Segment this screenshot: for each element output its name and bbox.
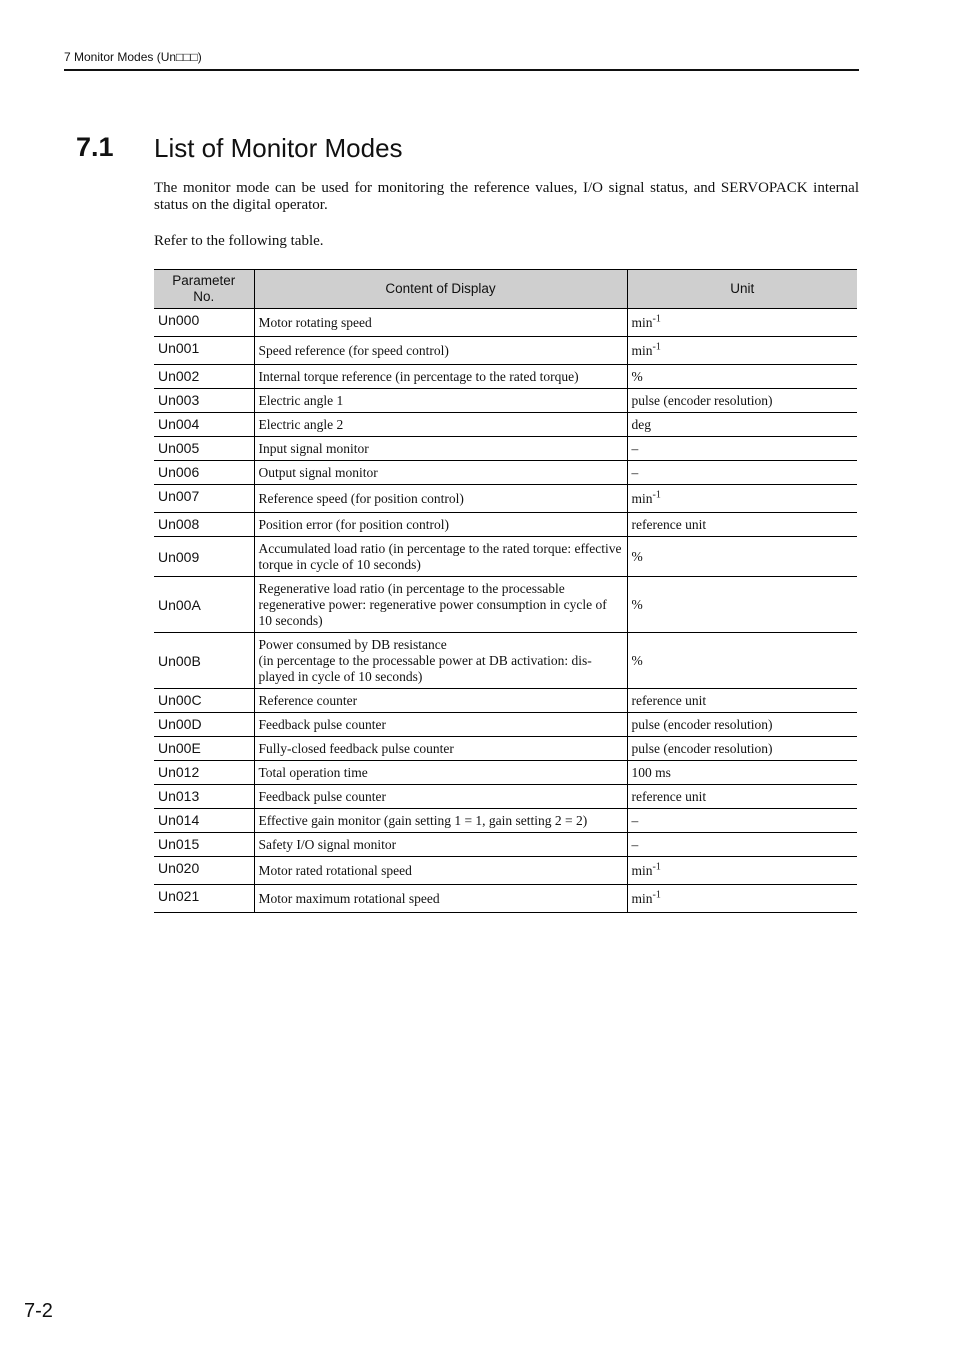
unit-exponent: -1 xyxy=(652,489,661,500)
parameter-no-cell: Un00D xyxy=(154,713,254,737)
section-title: List of Monitor Modes xyxy=(154,133,403,163)
unit-cell xyxy=(627,689,857,713)
table-row xyxy=(154,337,857,365)
table-row xyxy=(154,577,857,633)
parameter-no-cell: Un00E xyxy=(154,737,254,761)
unit-cell xyxy=(627,737,857,761)
content-cell: Motor rotating speed xyxy=(254,309,627,337)
unit-text: min xyxy=(631,490,653,506)
parameter-no-cell: Un020 xyxy=(154,857,254,885)
table-row xyxy=(154,513,857,537)
table-row xyxy=(154,537,857,577)
content-cell: Feedback pulse counter xyxy=(254,713,627,737)
table-reference-paragraph: Refer to the following table. xyxy=(154,233,324,249)
unit-text: pulse (encoder resolution) xyxy=(631,392,773,408)
unit-text: – xyxy=(631,464,639,480)
column-header-parameter-no: Parameter No. xyxy=(154,270,254,309)
running-header: 7 Monitor Modes (Un□□□) xyxy=(64,50,202,64)
table-row xyxy=(154,413,857,437)
parameter-no-cell: Un009 xyxy=(154,537,254,577)
unit-cell xyxy=(627,577,857,633)
unit-cell xyxy=(627,485,857,513)
table-row xyxy=(154,761,857,785)
unit-cell xyxy=(627,761,857,785)
parameter-no-cell: Un003 xyxy=(154,389,254,413)
table-row xyxy=(154,309,857,337)
content-cell: Effective gain monitor (gain setting 1 = 1, gain setting 2 = 2) xyxy=(254,809,627,833)
unit-exponent: -1 xyxy=(652,313,661,324)
content-cell: Internal torque reference (in percentage to the rated torque) xyxy=(254,365,627,389)
content-cell: Input signal monitor xyxy=(254,437,627,461)
unit-cell xyxy=(627,633,857,689)
parameter-no-cell: Un014 xyxy=(154,809,254,833)
table-row xyxy=(154,857,857,885)
parameter-no-cell: Un012 xyxy=(154,761,254,785)
unit-cell xyxy=(627,885,857,913)
content-cell: Safety I/O signal monitor xyxy=(254,833,627,857)
unit-text: min xyxy=(631,314,653,330)
content-cell: Reference speed (for position control) xyxy=(254,485,627,513)
table-header-row xyxy=(154,270,857,309)
unit-cell xyxy=(627,809,857,833)
parameter-no-cell: Un021 xyxy=(154,885,254,913)
content-cell: Motor rated rotational speed xyxy=(254,857,627,885)
unit-cell xyxy=(627,857,857,885)
column-header-content: Content of Display xyxy=(254,270,627,309)
parameter-no-cell: Un00C xyxy=(154,689,254,713)
unit-text: min xyxy=(631,890,653,906)
parameter-no-cell: Un015 xyxy=(154,833,254,857)
unit-cell xyxy=(627,713,857,737)
content-cell: Total operation time xyxy=(254,761,627,785)
content-cell: Regenerative load ratio (in percentage to the processable regenerative power: regenerative power consumption in cycle of 10 seconds) xyxy=(254,577,627,633)
header-rule xyxy=(64,69,859,71)
unit-exponent: -1 xyxy=(652,889,661,900)
table-row xyxy=(154,713,857,737)
content-cell: Output signal monitor xyxy=(254,461,627,485)
table-row xyxy=(154,833,857,857)
unit-cell xyxy=(627,833,857,857)
column-header-unit: Unit xyxy=(627,270,857,309)
table-row xyxy=(154,737,857,761)
table-row xyxy=(154,689,857,713)
unit-cell xyxy=(627,389,857,413)
content-cell: Feedback pulse counter xyxy=(254,785,627,809)
parameter-no-cell: Un004 xyxy=(154,413,254,437)
unit-text: reference unit xyxy=(631,788,707,804)
unit-text: 100 ms xyxy=(631,764,671,780)
content-cell: Reference counter xyxy=(254,689,627,713)
unit-text: % xyxy=(631,596,643,612)
section-number: 7.1 xyxy=(76,132,114,162)
parameter-no-cell: Un006 xyxy=(154,461,254,485)
parameter-no-cell: Un005 xyxy=(154,437,254,461)
table-row xyxy=(154,365,857,389)
unit-text: reference unit xyxy=(631,692,707,708)
parameter-no-cell: Un008 xyxy=(154,513,254,537)
unit-text: pulse (encoder resolution) xyxy=(631,740,773,756)
unit-cell xyxy=(627,461,857,485)
page-number: 7-2 xyxy=(24,1300,53,1322)
unit-cell xyxy=(627,337,857,365)
content-cell: Position error (for position control) xyxy=(254,513,627,537)
content-cell: Fully-closed feedback pulse counter xyxy=(254,737,627,761)
content-cell: Accumulated load ratio (in percentage to the rated torque: effective torque in cycle of 10 seconds) xyxy=(254,537,627,577)
table-row xyxy=(154,885,857,913)
table-row xyxy=(154,485,857,513)
unit-cell xyxy=(627,537,857,577)
content-cell: Electric angle 1 xyxy=(254,389,627,413)
parameter-no-cell: Un007 xyxy=(154,485,254,513)
unit-cell xyxy=(627,513,857,537)
table-row xyxy=(154,633,857,689)
intro-paragraph: The monitor mode can be used for monitoring the reference values, I/O signal status, and SERVOPACK internal status on the digital operator. xyxy=(154,180,859,213)
unit-text: pulse (encoder resolution) xyxy=(631,716,773,732)
unit-text: deg xyxy=(631,416,651,432)
unit-text: min xyxy=(631,862,653,878)
unit-text: – xyxy=(631,812,639,828)
content-cell: Electric angle 2 xyxy=(254,413,627,437)
table-row xyxy=(154,389,857,413)
unit-text: – xyxy=(631,440,639,456)
unit-text: % xyxy=(631,368,643,384)
parameter-no-cell: Un000 xyxy=(154,309,254,337)
unit-text: % xyxy=(631,548,643,564)
parameter-no-cell: Un013 xyxy=(154,785,254,809)
unit-cell xyxy=(627,437,857,461)
unit-cell xyxy=(627,785,857,809)
table-row xyxy=(154,785,857,809)
unit-text: min xyxy=(631,342,653,358)
unit-exponent: -1 xyxy=(652,341,661,352)
content-cell: Power consumed by DB resistance (in percentage to the processable power at DB activation: dis-played in cycle of 10 seconds) xyxy=(254,633,627,689)
content-cell: Speed reference (for speed control) xyxy=(254,337,627,365)
table-row xyxy=(154,809,857,833)
unit-text: reference unit xyxy=(631,516,707,532)
unit-cell xyxy=(627,365,857,389)
parameter-no-cell: Un00B xyxy=(154,633,254,689)
unit-text: % xyxy=(631,652,643,668)
table-row xyxy=(154,461,857,485)
unit-exponent: -1 xyxy=(652,861,661,872)
unit-cell xyxy=(627,413,857,437)
parameter-no-cell: Un00A xyxy=(154,577,254,633)
parameter-no-cell: Un002 xyxy=(154,365,254,389)
parameter-no-cell: Un001 xyxy=(154,337,254,365)
monitor-modes-table xyxy=(154,269,857,913)
unit-cell xyxy=(627,309,857,337)
unit-text: – xyxy=(631,836,639,852)
content-cell: Motor maximum rotational speed xyxy=(254,885,627,913)
table-row xyxy=(154,437,857,461)
